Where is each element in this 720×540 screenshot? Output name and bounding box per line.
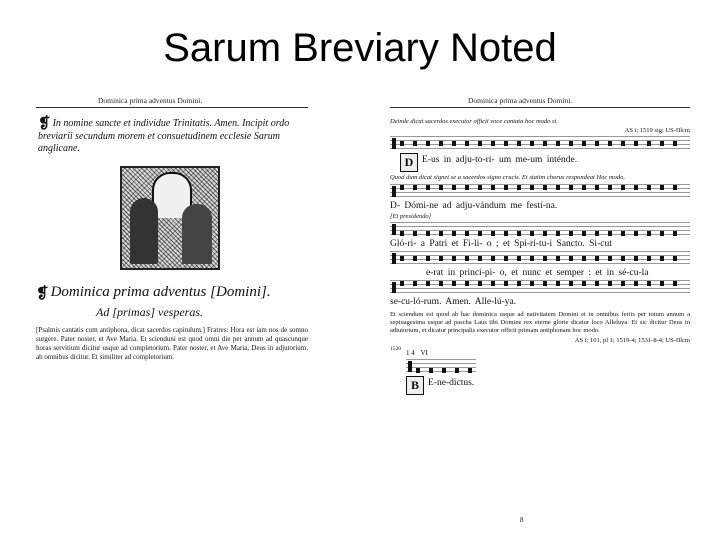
music-staff <box>390 280 690 296</box>
neumes <box>416 368 472 373</box>
vespers-subheading: Ad [primas] vesperas. <box>96 304 203 319</box>
chant-line-4: e-rat in princí-pi- o, et nunc et semper : et in sé-cu-la <box>426 268 649 278</box>
music-staff <box>390 184 690 200</box>
siglum-1: AS i; 1519 sig; US-IIlcm <box>624 127 690 134</box>
intro-text: In nomine sancte et individue Trinitatis. Amen. Incipit ordo breviarii secundum morem et consuetudinem ecclesie Sarum anglicane. <box>38 118 290 154</box>
mode-numeral: VI <box>420 348 428 357</box>
verse-rubric: [Et presidendo] <box>390 213 432 220</box>
right-manuscript-page <box>390 96 690 528</box>
right-running-head: Dominica prima adventus Domini. <box>390 96 690 108</box>
annunciation-woodcut <box>120 166 220 270</box>
music-staff <box>390 251 690 267</box>
chant-line-5: se-cu-ló-rum. Amen. Alle-lú-ya. <box>390 297 517 307</box>
woodcut-figure-left <box>130 198 158 264</box>
rubric-2: Quod dum dicat signet se a sacerdos signo crucis. Et statim chorus respondeat Hoc modo. <box>390 174 625 181</box>
music-staff <box>406 359 476 375</box>
chant-text-6: E-ne-dictus. <box>428 377 475 388</box>
page-number: 8 <box>520 516 524 524</box>
neumes <box>400 256 686 261</box>
chant-line-6 <box>406 376 690 395</box>
clef-icon <box>392 138 396 149</box>
siglum-2: AS i; 101, pl 1; 1519-4; 1531-8-4; US-IIlcm <box>574 336 690 344</box>
antiphon-block <box>390 346 690 395</box>
pilcrow-icon: ❡ <box>36 285 49 302</box>
chant-text-1: E-us in adju-to-ri- um me-um inténde. <box>422 155 578 165</box>
neumes <box>400 231 686 236</box>
left-body-text: [Psalmis cantatis cum antiphona, dicat sacerdos capitulum.] Fratres: Hora est iam nos de somno surgere. Pater noster, et Ave Maria. Et scienduni est quod omni die per annum ad quascunque horas servitium dicitur usque ad completorium. Pater noster, et Ave Maria, Deus in adjutorium, ab omnibus dicitur. Et similiter ad completorium. <box>36 325 308 362</box>
neumes <box>400 281 686 286</box>
decorated-initial: D <box>400 153 418 172</box>
left-running-head: Dominica prima adventus Domini. <box>36 96 308 108</box>
slide-title: Sarum Breviary Noted <box>163 26 557 70</box>
decorated-initial: B <box>406 376 424 395</box>
clef-icon <box>392 282 396 293</box>
section-heading <box>36 284 308 303</box>
left-manuscript-page <box>36 96 308 528</box>
neumes <box>400 141 686 146</box>
rubric-paragraph: Et sciendum est quod ab hac dominica usque ad nativitatem Domini et in omnibus feriis per totum annum a septuagesima usque ad pascha Laus tibi Domine rex eterne glorie dicatur loco Alleluya. Et sic dicitur Deus in adiutorium, et dicatur principalis executor officii primam antiphonam hoc modo. <box>390 311 690 335</box>
section-heading-text: Dominica prima adventus [Domini]. <box>50 283 271 300</box>
intro-paragraph <box>36 118 308 156</box>
mode-number: 1 4 <box>406 348 415 357</box>
chant-line-2: D- Dómi-ne ad adju-vándum me festí-na. <box>390 201 558 211</box>
music-staff <box>390 222 690 238</box>
chant-line-1 <box>390 153 690 172</box>
chant-line-3: Gló-ri- a Patri et Fi-li- o ; et Spi-rí-tu-i Sancto. Si-cut <box>390 239 612 249</box>
clef-icon <box>392 224 396 235</box>
folio-number: 1520 <box>390 345 401 352</box>
music-staff <box>390 136 690 152</box>
mode-indicator <box>406 349 690 357</box>
rubric-1: Deinde dicat sacerdos executor officii voce cantata hoc modo si. <box>390 118 558 125</box>
clef-icon <box>408 361 412 372</box>
pilcrow-icon: ❡ <box>38 116 51 132</box>
clef-icon <box>392 253 396 264</box>
neumes <box>400 185 686 190</box>
woodcut-figure-right <box>182 204 212 264</box>
clef-icon <box>392 186 396 197</box>
